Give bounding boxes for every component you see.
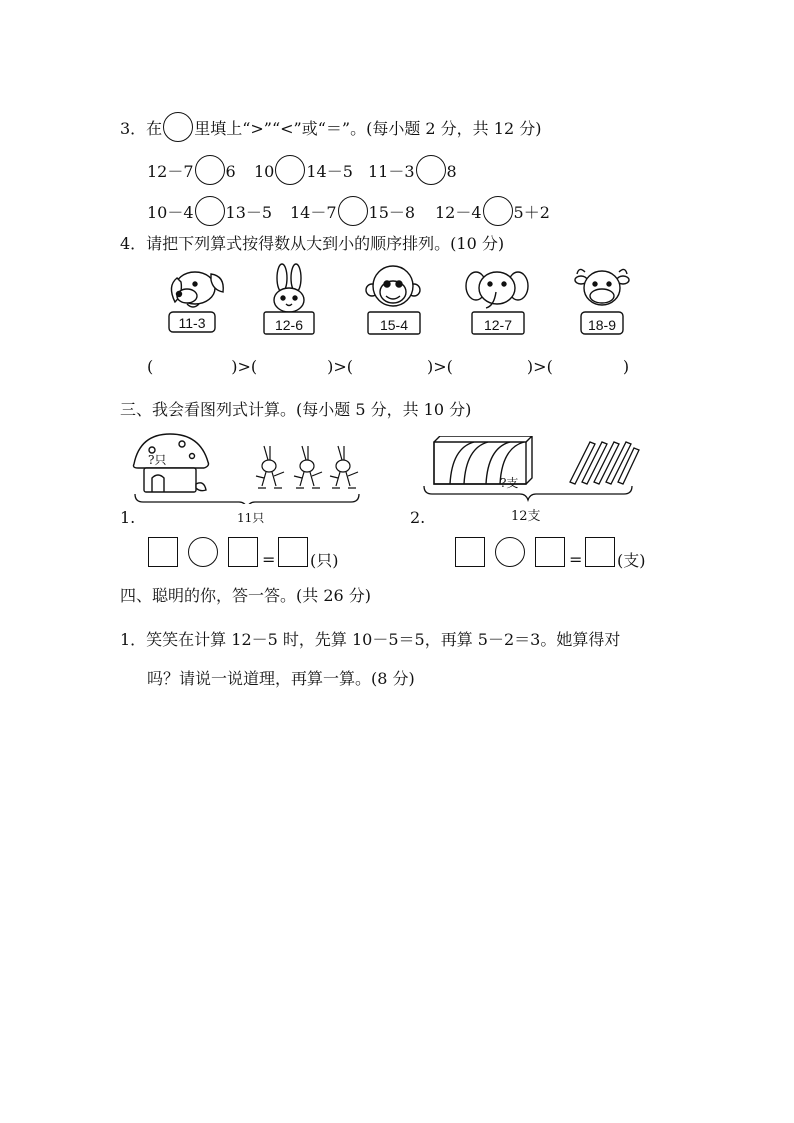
q3-row1-item1: [147, 155, 236, 185]
expr-left: 12－4: [435, 203, 482, 222]
answer-box[interactable]: [228, 537, 258, 567]
q3-title: [120, 112, 541, 142]
expr-right: 15－8: [368, 203, 416, 222]
result-box[interactable]: [585, 537, 615, 567]
answer-circle-sample: [163, 112, 193, 142]
problem-1-number: 1.: [120, 508, 136, 527]
expr-right: 13－5: [225, 203, 273, 222]
answer-box[interactable]: [535, 537, 565, 567]
answer-box[interactable]: [455, 537, 485, 567]
box-label: ?支: [500, 476, 519, 490]
total-label-pencils: 12支: [511, 509, 541, 524]
paren-open: (: [147, 357, 154, 376]
problem-2-number: 2.: [410, 508, 426, 527]
compare-circle[interactable]: [195, 196, 225, 226]
operator-circle[interactable]: [495, 537, 525, 567]
card-expr-cow: 18-9: [587, 317, 617, 333]
mushroom-house-icon: [134, 434, 209, 492]
expr-left: 10: [254, 162, 275, 181]
operator-circle[interactable]: [188, 537, 218, 567]
expr-left: 10－4: [147, 203, 194, 222]
compare-circle[interactable]: [338, 196, 368, 226]
expr-right: 14－5: [306, 162, 353, 181]
q3-row2-item1: [147, 196, 272, 226]
compare-circle[interactable]: [416, 155, 446, 185]
q3-title-suffix: 里填上“>”“<”或“＝”。(每小题 2 分，共 12 分): [194, 119, 542, 138]
q3-row2-item2: [290, 196, 415, 226]
brace-bottom: [424, 486, 632, 500]
expr-left: 11－3: [368, 162, 415, 181]
section3-title: 三、我会看图列式计算。(每小题 5 分，共 10 分): [120, 400, 472, 419]
card-expr-elephant: 12-7: [483, 317, 513, 333]
equals-sign: =: [569, 550, 583, 569]
expr-left: 12－7: [147, 162, 194, 181]
result-box[interactable]: [278, 537, 308, 567]
q3-row1-item2: [254, 155, 353, 185]
paren-sep: )>(: [526, 357, 553, 376]
rabbit-group-icon: [256, 446, 358, 488]
card-expr-rabbit: 12-6: [274, 317, 304, 333]
expr-right: 5＋2: [513, 203, 550, 222]
expr-right: 8: [446, 162, 457, 181]
section4-q1-line2: 吗？请说一说道理，再算一算。(8 分): [147, 669, 415, 688]
pencils-icon: [570, 442, 639, 484]
card-expr-monkey: 15-4: [379, 317, 409, 333]
expr-left: 14－7: [290, 203, 337, 222]
answer-box[interactable]: [148, 537, 178, 567]
unit-label: (只): [310, 551, 339, 570]
paren-close: ): [622, 357, 630, 376]
q3-row2-item3: [435, 196, 550, 226]
paren-sep: )>(: [327, 357, 354, 376]
paren-sep: )>(: [427, 357, 453, 376]
unit-label: (支): [617, 551, 646, 570]
pencil-box-picture: [420, 436, 645, 504]
expr-right: 6: [225, 162, 236, 181]
paren-sep: )>(: [231, 357, 258, 376]
q4-answer-line: [147, 357, 629, 377]
equals-sign: =: [262, 550, 276, 569]
compare-circle[interactable]: [483, 196, 513, 226]
card-expr-dog: 11-3: [178, 315, 206, 331]
compare-circle[interactable]: [275, 155, 305, 185]
q3-row1-item3: [368, 155, 457, 185]
section4-q1-line1: 1．笑笑在计算 12－5 时，先算 10－5＝5，再算 5－2＝3。她算得对: [120, 630, 621, 649]
brace-bottom: [135, 494, 359, 504]
section4-title: 四、聪明的你，答一答。(共 26 分): [120, 586, 372, 605]
q3-title-prefix: 3．在: [120, 119, 163, 138]
q4-title: 4．请把下列算式按得数从大到小的顺序排列。(10 分): [120, 234, 505, 253]
mushroom-house-picture: [130, 432, 370, 504]
house-label: ?只: [148, 453, 167, 467]
compare-circle[interactable]: [195, 155, 225, 185]
total-label-rabbits: 11只: [237, 511, 265, 525]
